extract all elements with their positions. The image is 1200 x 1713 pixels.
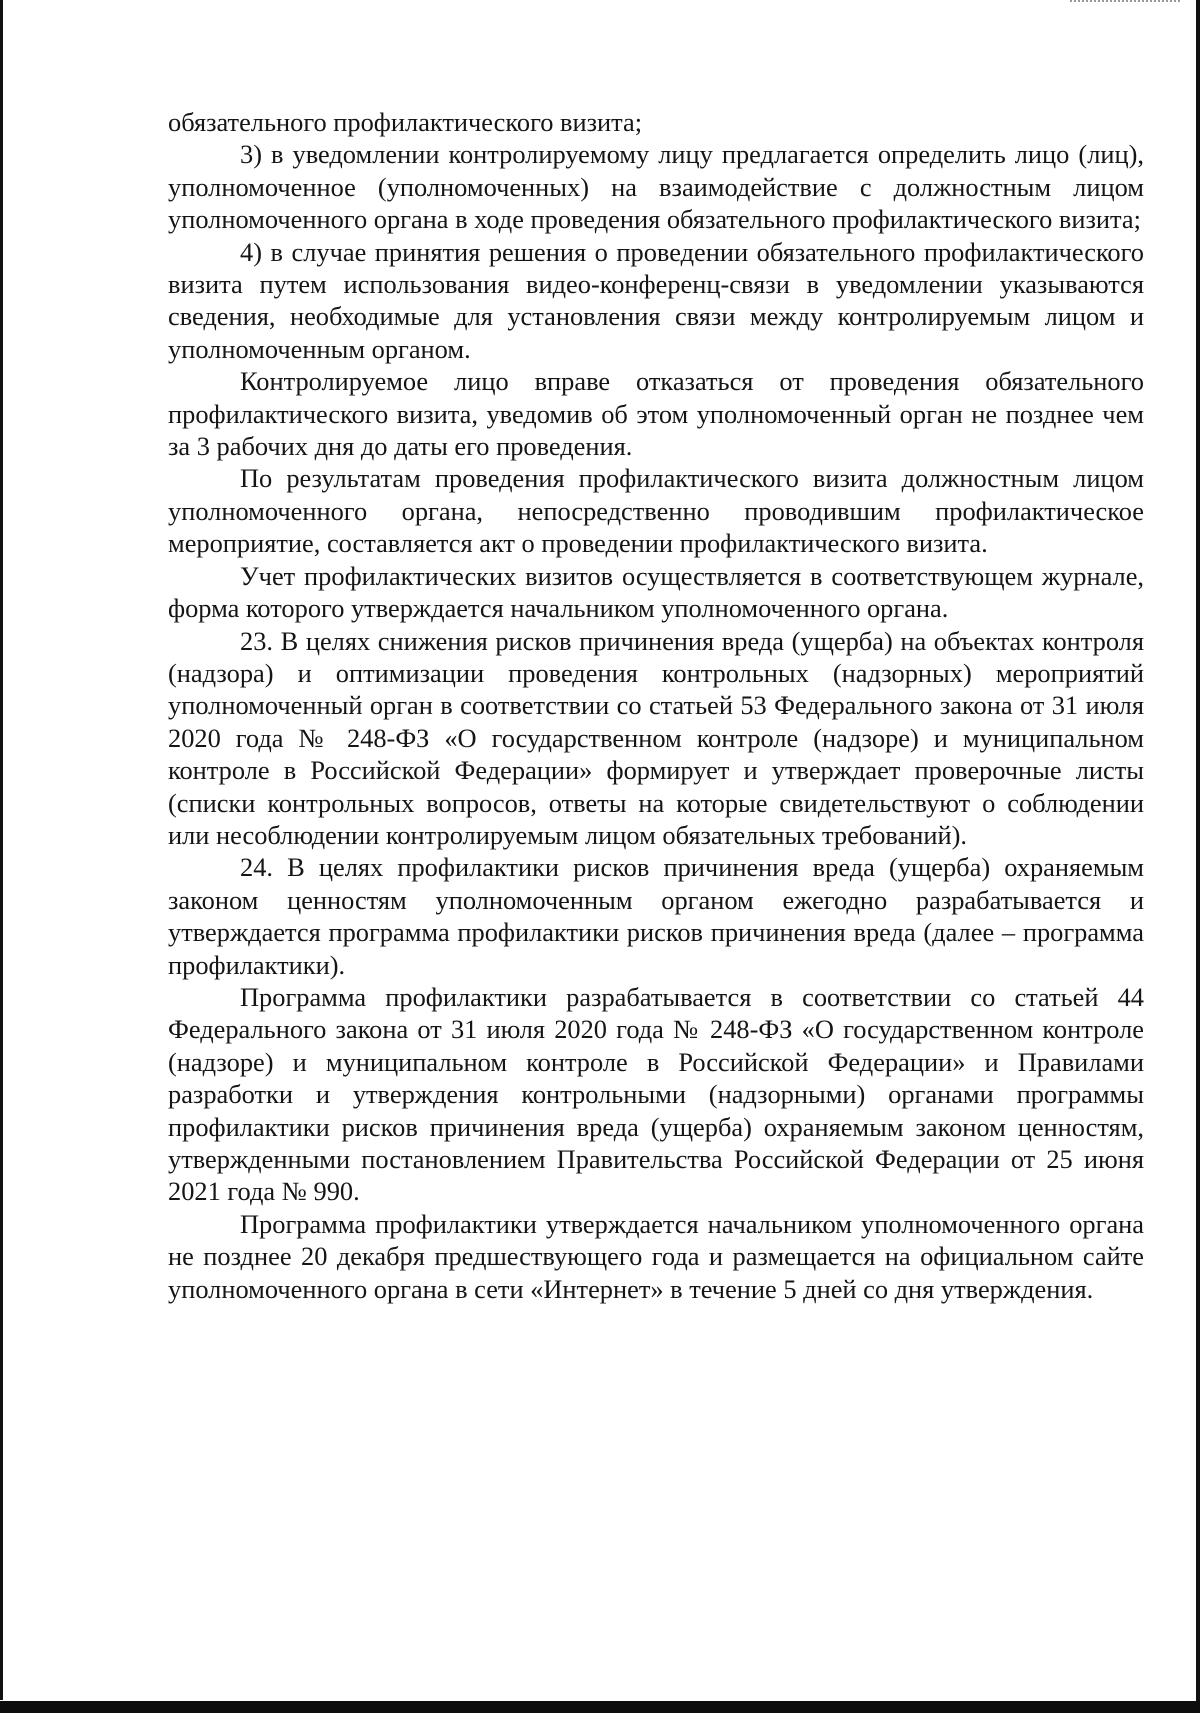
paragraph-24: 24. В целях профилактики рисков причинения вреда (ущерба) охраняемым законом ценностям уполномоченным органом ежегодно разрабатывается и утверждается программа профилактики рисков причинения вреда (далее – программа профилактики). — [168, 852, 1144, 980]
paragraph-item-3: 3) в уведомлении контролируемому лицу предлагается определить лицо (лиц), уполномоченное (уполномоченных) на взаимодействие с должностным лицом уполномоченного органа в ходе проведения обязательного профилактического визита; — [168, 139, 1144, 235]
scan-left-border — [0, 0, 3, 1700]
document-body — [168, 106, 1144, 1305]
paragraph-item-4: 4) в случае принятия решения о проведении обязательного профилактического визита путем использования видео-конференц-связи в уведомлении указываются сведения, необходимые для установления связи между контролируемым лицом и уполномоченным органом. — [168, 236, 1144, 364]
paragraph-continuation: обязательного профилактического визита; — [168, 107, 643, 137]
paragraph-visit-log: Учет профилактических визитов осуществляется в соответствующем журнале, форма которого утверждается начальником уполномоченного органа. — [168, 560, 1144, 624]
scan-bottom-border — [0, 1701, 1200, 1713]
paragraph-program-approval: Программа профилактики утверждается начальником уполномоченного органа не позднее 20 декабря предшествующего года и размещается на официальном сайте уполномоченного органа в сети «Интернет» в течение 5 дней со дня утверждения. — [168, 1208, 1144, 1304]
paragraph-23: 23. В целях снижения рисков причинения вреда (ущерба) на объектах контроля (надзора) и оптимизации проведения контрольных (надзорных) мероприятий уполномоченный орган в соответствии со статьей 53 Федерального закона от 31 июля 2020 года № 248-ФЗ «О государственном контроле (надзоре) и муниципальном контроле в Российской Федерации» формирует и утверждает проверочные листы (списки контрольных вопросов, ответы на которые свидетельствуют о соблюдении или несоблюдении контролируемым лицом обязательных требований). — [168, 625, 1144, 850]
paragraph-visit-results: По результатам проведения профилактического визита должностным лицом уполномоченного органа, непосредственно проводившим профилактическое мероприятие, составляется акт о проведении профилактического визита. — [168, 463, 1144, 559]
scan-right-border — [1196, 0, 1200, 1713]
paragraph-program-development: Программа профилактики разрабатывается в соответствии со статьей 44 Федерального закона от 31 июля 2020 года № 248-ФЗ «О государственном контроле (надзоре) и муниципальном контроле в Российской Федерации» и Правилами разработки и утверждения контрольными (надзорными) органами программы профилактики рисков причинения вреда (ущерба) охраняемым законом ценностям, утвержденными постановлением Правительства Российской Федерации от 25 июня 2021 года № 990. — [168, 981, 1144, 1207]
scan-top-marks — [1070, 0, 1180, 5]
paragraph-refusal: Контролируемое лицо вправе отказаться от проведения обязательного профилактического визита, уведомив об этом уполномоченный орган не позднее чем за 3 рабочих дня до даты его проведения. — [168, 366, 1144, 462]
